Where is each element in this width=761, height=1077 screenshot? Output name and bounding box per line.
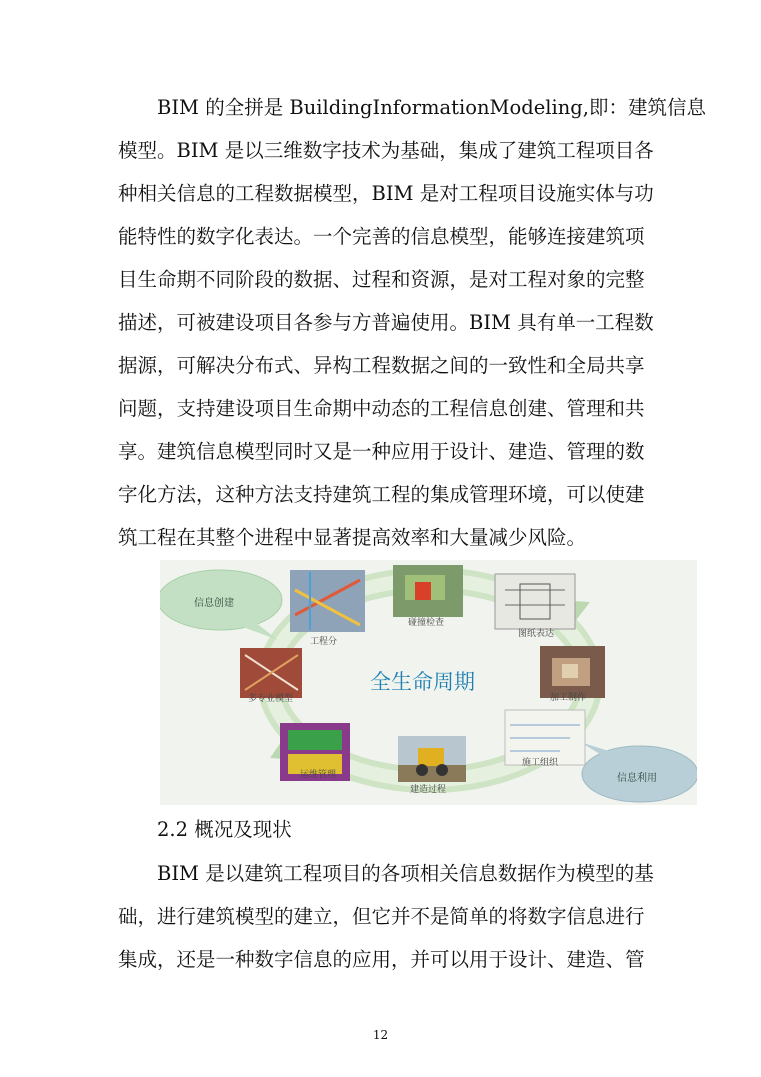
stage-label-fabrication: 加工制作 xyxy=(550,693,587,703)
paragraph-line: BIM 是以建筑工程项目的各项相关信息数据作为模型的基 xyxy=(157,862,654,885)
bim-lifecycle-figure xyxy=(160,560,697,805)
stage-label-drawing: 图纸表达 xyxy=(518,629,555,639)
thumb-drawing xyxy=(495,574,575,629)
bubble-create-tail xyxy=(240,622,278,640)
stage-label-operation: 运维管理 xyxy=(300,770,337,780)
paragraph-line: 筑工程在其整个进程中显著提高效率和大量减少风险。 xyxy=(118,526,587,549)
thumb-engineering xyxy=(290,570,365,632)
body-paragraph-1 xyxy=(118,86,706,559)
paragraph-line: 种相关信息的工程数据模型，BIM 是对工程项目设施实体与功 xyxy=(118,182,654,205)
paragraph-line: BIM 的全拼是 BuildingInformationModeling,即：建筑信息 xyxy=(157,96,706,119)
bubble-create-label: 信息创建 xyxy=(194,598,234,609)
paragraph-line: 能特性的数字化表达。一个完善的信息模型，能够连接建筑项 xyxy=(118,225,645,248)
paragraph-line: 础，进行建筑模型的建立，但它并不是简单的将数字信息进行 xyxy=(118,905,645,928)
stage-label-organization: 施工组织 xyxy=(522,758,559,768)
page-number: 12 xyxy=(372,1028,389,1042)
paragraph-line: 享。建筑信息模型同时又是一种应用于设计、建造、管理的数 xyxy=(118,440,645,463)
stage-label-engineering: 工程分 xyxy=(310,637,338,647)
paragraph-line: 据源，可解决分布式、异构工程数据之间的一致性和全局共享 xyxy=(118,354,645,377)
stage-label-multi-discipline: 多专业模型 xyxy=(248,694,294,704)
paragraph-line: 目生命期不同阶段的数据、过程和资源，是对工程对象的完整 xyxy=(118,268,645,291)
stage-label-construction-process: 建造过程 xyxy=(410,785,447,795)
thumb-construction-check xyxy=(393,565,463,617)
body-paragraph-2 xyxy=(118,852,654,981)
section-heading: 2.2 概况及现状 xyxy=(157,818,292,841)
paragraph-line: 模型。BIM 是以三维数字技术为基础，集成了建筑工程项目各 xyxy=(118,139,654,162)
bubble-use-label: 信息利用 xyxy=(617,773,657,784)
stage-label-construction-check: 碰撞检查 xyxy=(408,618,445,628)
thumb-construction-process xyxy=(398,736,466,782)
paragraph-line: 集成，还是一种数字信息的应用，并可以用于设计、建造、管 xyxy=(118,948,645,971)
paragraph-line: 描述，可被建设项目各参与方普遍使用。BIM 具有单一工程数 xyxy=(118,311,654,334)
paragraph-line: 问题，支持建设项目生命期中动态的工程信息创建、管理和共 xyxy=(118,397,645,420)
paragraph-line: 字化方法，这种方法支持建筑工程的集成管理环境，可以使建 xyxy=(118,483,645,506)
lifecycle-center-label: 全生命周期 xyxy=(370,670,475,694)
